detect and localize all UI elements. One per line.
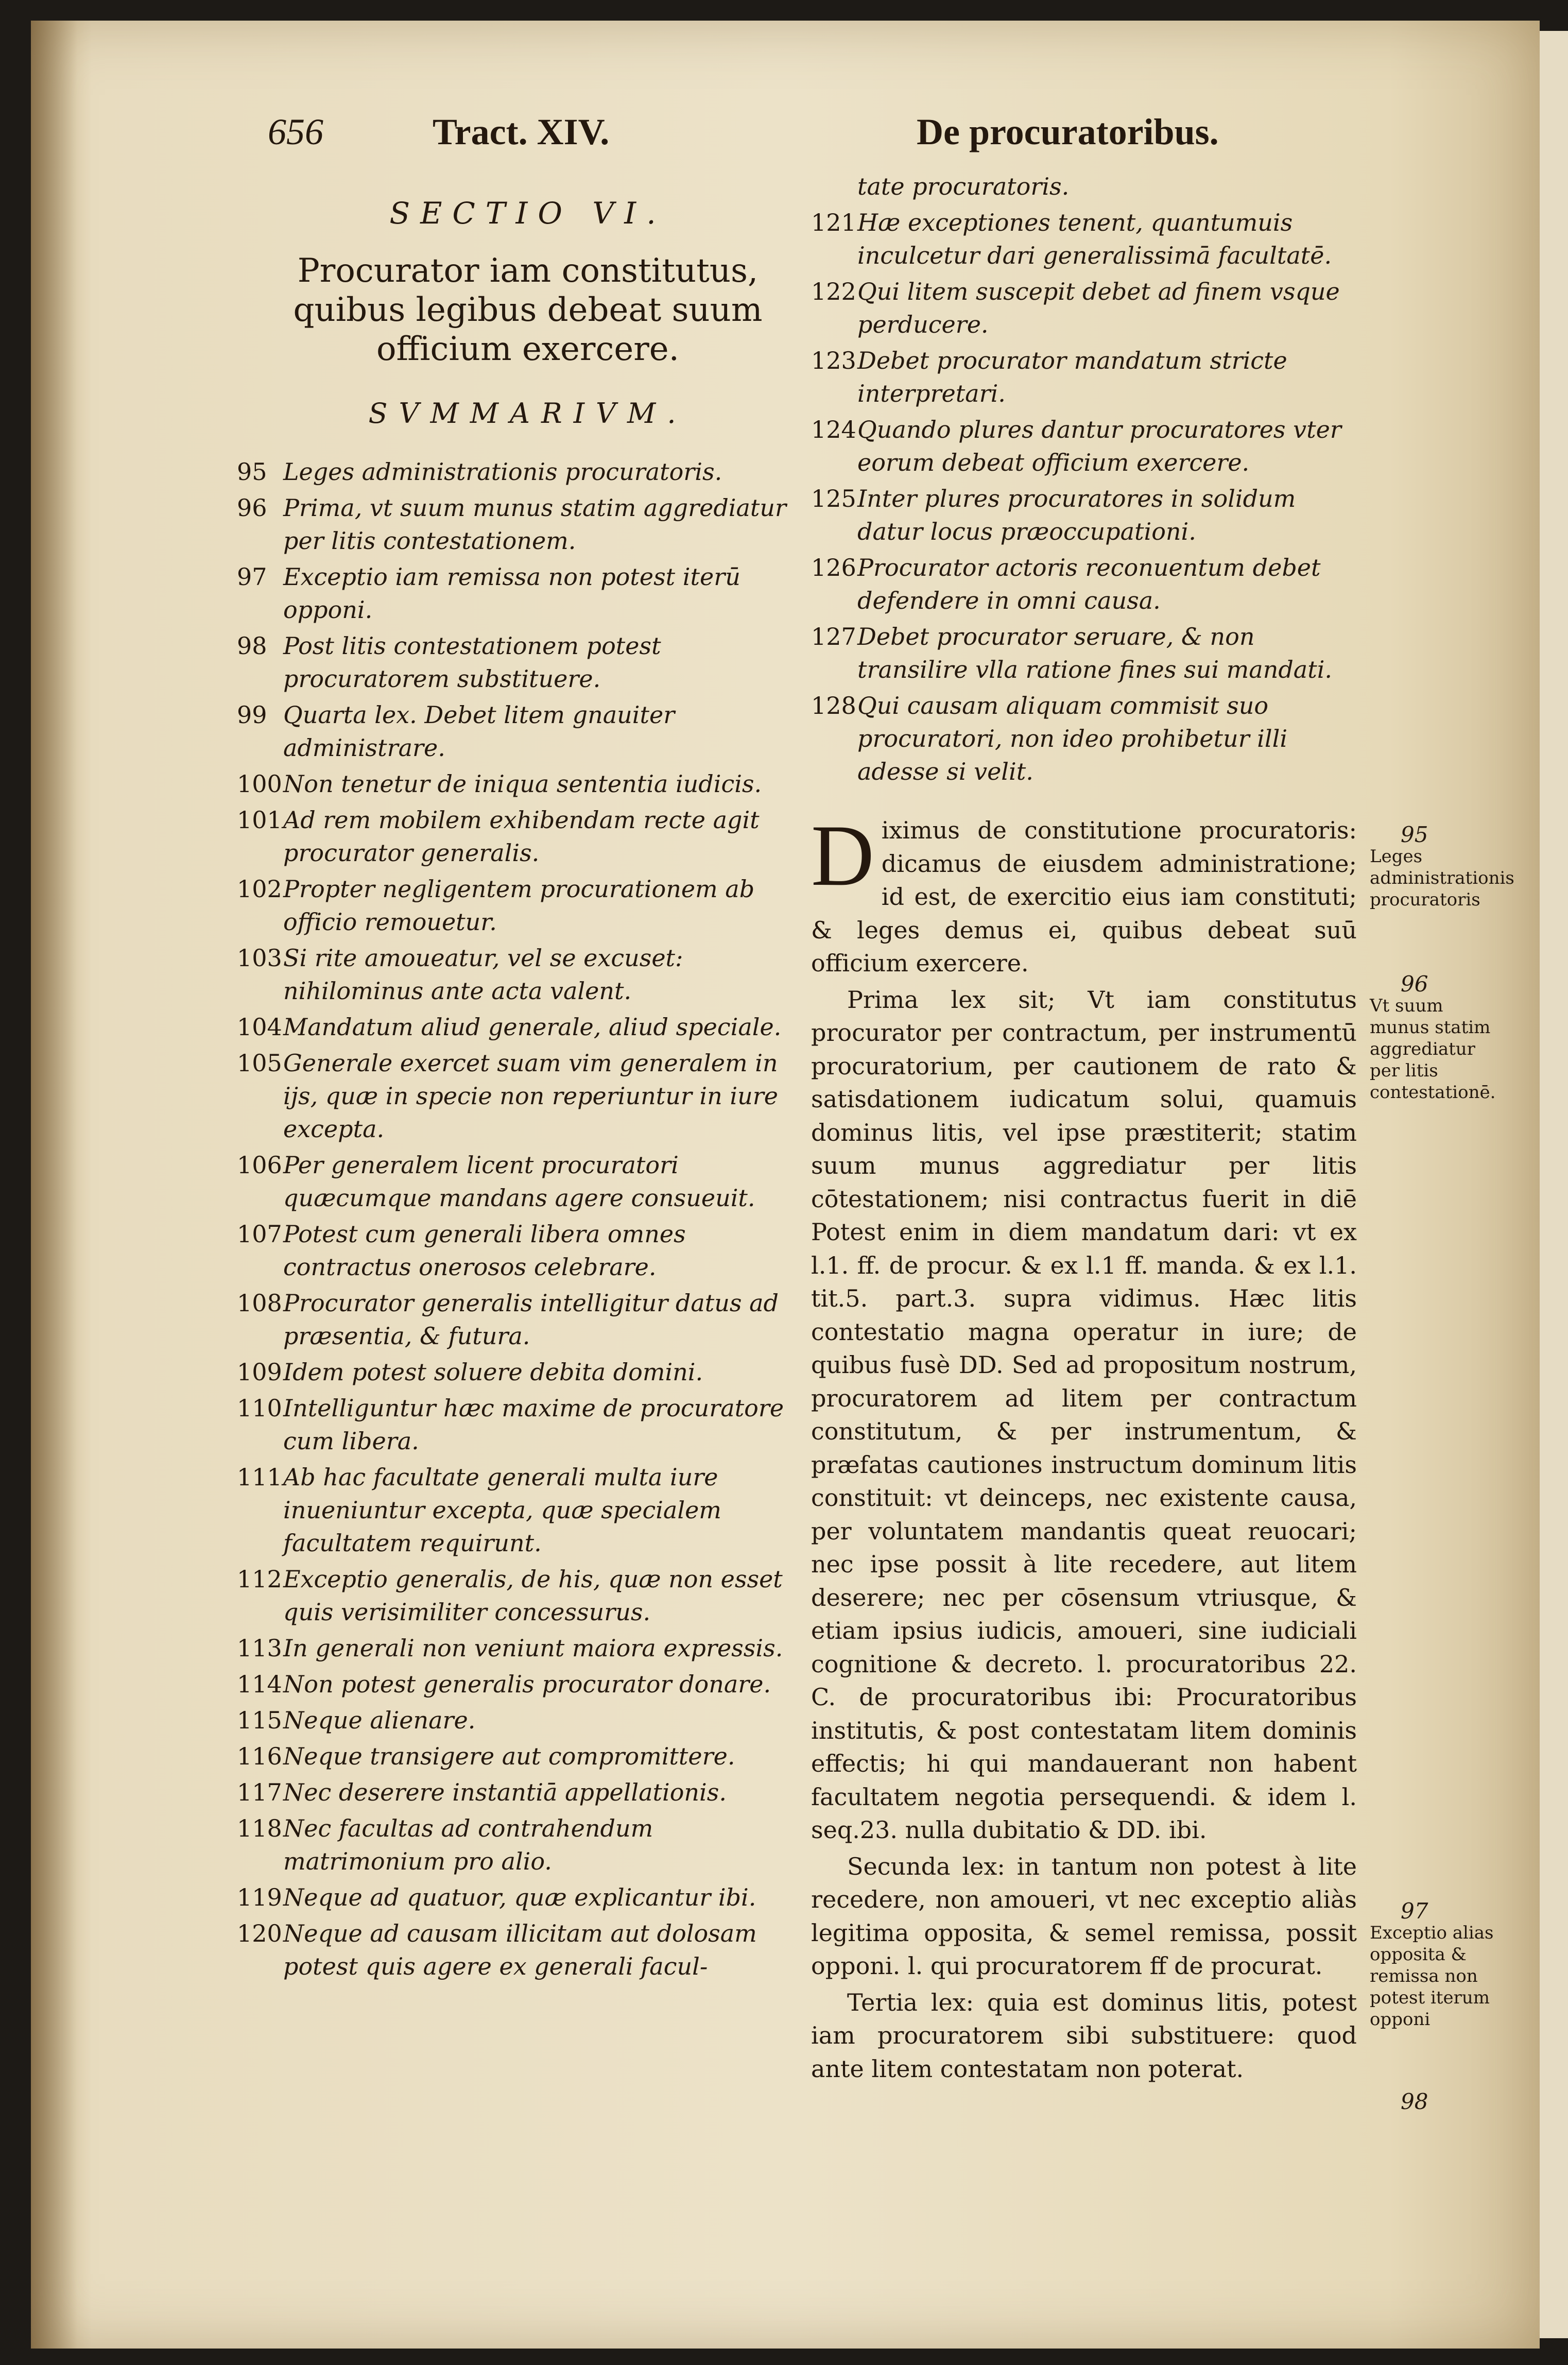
summary-item-number: 126 <box>811 554 856 581</box>
summary-item <box>811 689 1357 788</box>
summary-item-text: Leges administrationis procuratoris. <box>283 458 722 486</box>
summary-item-number: 116 <box>237 1742 282 1770</box>
summary-item-number: 110 <box>237 1394 282 1422</box>
paragraph: Prima lex sit; Vt iam constitutus procurator per contractum, per instrumentū procuratorium, per cautionem de rato & satisdationem iudicatum solui, quamuis dominus litis, vel ipse præstiterit; statim suum munus aggrediatur per litis cōtestationem; nisi contractus fuerit in diē Potest enim in diem mandatum dari: vt ex l.1. ff. de procur. & ex l.1 ff. manda. & ex l.1. tit.5. part.3. supra vidimus. Hæc litis contestatio magna operatur in iure; de quibus fusè DD. Sed ad propositum nostrum, procuratorem ad litem per contractum constitutum, & per instrumentum, & præfatas cautiones instructum dominum litis constituit: vt deinceps, nec existente causa, per voluntatem mandantis queat reuocari; nec ipse possit à lite recedere, aut litem deserere; nec per cōsensum vtriusque, & etiam ipsius iudicis, amoueri, sine iudiciali cognitione & decreto. l. procuratoribus 22. C. de procuratoribus ibi: Procuratoribus institutis, & post contestatam litem dominis effectis; hi qui mandauerant non habent facultatem negotia persequendi. & idem l. seq.23. nulla dubitatio & DD. ibi. <box>811 985 1357 1844</box>
summary-item-text: Exceptio generalis, de his, quæ non esset quis verisimiliter concessurus. <box>283 1565 783 1626</box>
running-title: De procuratoribus. <box>917 111 1219 152</box>
summary-item-text: Procurator actoris reconuentum debet defendere in omni causa. <box>857 554 1321 614</box>
summary-item-text: Nec facultas ad contrahendum matrimonium pro alio. <box>283 1814 653 1875</box>
summary-item-number: 122 <box>811 278 856 305</box>
summary-item <box>237 1668 819 1701</box>
summary-item-number: 106 <box>237 1151 282 1179</box>
summary-item-number: 107 <box>237 1220 282 1248</box>
summary-item-number: 108 <box>237 1289 282 1317</box>
summary-item <box>237 1881 819 1914</box>
summary-label: SVMMARIVM. <box>368 397 687 430</box>
summary-item-number: 103 <box>237 944 282 972</box>
section-label: SECTIO VI. <box>389 196 666 231</box>
summary-item-text: Ad rem mobilem exhibendam recte agit procurator generalis. <box>283 806 760 867</box>
summary-list-left <box>237 455 819 1983</box>
summary-item-text: tate procuratoris. <box>857 173 1070 200</box>
summary-item-number: 104 <box>237 1013 282 1041</box>
summary-item <box>237 767 819 800</box>
summary-item <box>237 1776 819 1809</box>
summary-item-text: Qui litem suscepit debet ad finem vsque perducere. <box>857 278 1340 338</box>
summary-item-number: 100 <box>237 770 282 798</box>
summary-item-text: Generale exercet suam vim generalem in ijs, quæ in specie non reperiuntur in iure excepta. <box>283 1049 778 1143</box>
marginal-text: Leges administrationis procuratoris <box>1370 846 1514 910</box>
summary-item-text: Exceptio iam remissa non potest iterū opponi. <box>283 563 740 624</box>
marginal-number: 95 <box>1401 822 1428 847</box>
summary-item-number: 121 <box>811 209 856 236</box>
summary-item <box>237 455 819 488</box>
summary-item <box>237 1356 819 1389</box>
summary-item-number: 95 <box>237 458 267 486</box>
paragraph-text: iximus de constitutione procuratoris: dicamus de eiusdem administratione; id est, de exercitio eius iam constituti; & leges demus ei, quibus debeat suū officium exercere. <box>811 816 1357 977</box>
summary-item-text: Neque ad causam illicitam aut dolosam potest quis agere ex generali facul- <box>283 1920 757 1980</box>
summary-item-text: Quarta lex. Debet litem gnauiter administrare. <box>283 701 675 762</box>
summary-item-number: 102 <box>237 875 282 903</box>
marginal-text: Exceptio alias opposita & remissa non potest iterum opponi <box>1370 1923 1494 2030</box>
summary-item-text: Hæ exceptiones tenent, quantumuis inculcetur dari generalissimā facultatē. <box>857 209 1332 269</box>
summary-item-number: 112 <box>237 1565 282 1593</box>
summary-item-number: 117 <box>237 1778 282 1806</box>
summary-item-text: Debet procurator mandatum stricte interpretari. <box>857 347 1287 407</box>
summary-item <box>237 1010 819 1043</box>
summary-item <box>237 1740 819 1773</box>
summary-item <box>237 1632 819 1665</box>
summary-item <box>237 491 819 557</box>
summary-item-number: 119 <box>237 1883 282 1911</box>
summary-item <box>811 344 1357 410</box>
summary-item-number: 124 <box>811 416 856 443</box>
gutter-shadow <box>31 21 77 2349</box>
marginal-number: 97 <box>1401 1898 1428 1924</box>
paragraph: Tertia lex: quia est dominus litis, potest iam procuratorem sibi substituere: quod ante litem contestatam non poterat. <box>811 1988 1357 2083</box>
summary-item-text: Potest cum generali libera omnes contractus onerosos celebrare. <box>283 1220 686 1281</box>
summary-item-number: 99 <box>237 701 267 729</box>
summary-item-number: 96 <box>237 494 267 522</box>
summary-item <box>237 1218 819 1283</box>
marginal-note <box>1370 822 1514 911</box>
right-column <box>811 170 1357 2088</box>
summary-item-number: 109 <box>237 1358 282 1386</box>
summary-item-text: In generali non veniunt maiora expressis. <box>283 1634 783 1662</box>
paragraph <box>811 807 1357 980</box>
summary-item <box>811 413 1357 479</box>
summary-item <box>237 1287 819 1352</box>
summary-item <box>237 629 819 695</box>
summary-item <box>237 872 819 938</box>
next-page-edge <box>1540 31 1568 2338</box>
summary-item-number: 105 <box>237 1049 282 1077</box>
marginal-note <box>1370 1900 1498 2030</box>
summary-item-text: Neque ad quatuor, quæ explicantur ibi. <box>283 1883 756 1911</box>
section-heading: Procurator iam constitutus, quibus legibus debeat suum officium exercere. <box>293 252 763 368</box>
summary-item-text: Mandatum aliud generale, aliud speciale. <box>283 1013 782 1041</box>
summary-item <box>237 1461 819 1559</box>
summary-item <box>237 698 819 764</box>
summary-item <box>237 1392 819 1458</box>
summary-item <box>237 1812 819 1878</box>
summary-item-text: Ab hac facultate generali multa iure inueniuntur excepta, quæ specialem facultatem requirunt. <box>283 1463 721 1557</box>
summary-item-number: 98 <box>237 632 267 660</box>
summary-item <box>811 551 1357 617</box>
left-column <box>237 196 819 1986</box>
body-text <box>811 807 1357 2085</box>
summary-item-text: Qui causam aliquam commisit suo procuratori, non ideo prohibetur illi adesse si velit. <box>857 692 1288 785</box>
paragraph: Secunda lex: in tantum non potest à lite recedere, non amoueri, vt nec exceptio aliàs legitima opposita, & semel remissa, possit opponi. l. qui procuratorem ff de procurat. <box>811 1852 1357 1980</box>
summary-item-number: 101 <box>237 806 282 834</box>
summary-item-text: Prima, vt suum munus statim aggrediatur per litis contestationem. <box>283 494 787 555</box>
summary-item-text: Per generalem licent procuratori quæcumque mandans agere consueuit. <box>283 1151 755 1212</box>
summary-item-text: Debet procurator seruare, & non transilire vlla ratione fines sui mandati. <box>857 623 1333 683</box>
summary-list-right <box>811 170 1357 788</box>
summary-item-number: 113 <box>237 1634 282 1662</box>
drop-cap: D <box>811 807 874 904</box>
summary-item <box>237 1149 819 1214</box>
summary-item-text: Post litis contestationem potest procuratorem substituere. <box>283 632 661 693</box>
marginal-note <box>1370 2091 1498 2113</box>
summary-item-text: Idem potest soluere debita domini. <box>283 1358 703 1386</box>
summary-item-text: Neque transigere aut compromittere. <box>283 1742 735 1770</box>
summary-item <box>237 941 819 1007</box>
marginal-number: 98 <box>1401 2089 1428 2114</box>
summary-item <box>237 1704 819 1737</box>
summary-item-text: Non potest generalis procurator donare. <box>283 1670 771 1698</box>
summary-item <box>237 1917 819 1983</box>
marginal-text: Vt suum munus statim aggrediatur per litis contestationē. <box>1370 996 1496 1103</box>
marginal-note <box>1370 973 1498 1103</box>
summary-item <box>237 1047 819 1145</box>
summary-item <box>811 482 1357 548</box>
summary-item <box>811 275 1357 341</box>
summary-item-number: 127 <box>811 623 856 650</box>
summary-item-number: 128 <box>811 692 856 719</box>
summary-item-number: 97 <box>237 563 267 591</box>
summary-item <box>811 206 1357 272</box>
summary-item <box>237 560 819 626</box>
tract-label: Tract. XIV. <box>433 111 610 152</box>
summary-item-number: 118 <box>237 1814 282 1842</box>
summary-item-text: Quando plures dantur procuratores vter eorum debeat officium exercere. <box>857 416 1341 476</box>
summary-item-number: 123 <box>811 347 856 374</box>
summary-item-text: Non tenetur de iniqua sententia iudicis. <box>283 770 762 798</box>
summary-item <box>237 803 819 869</box>
marginal-number: 96 <box>1401 971 1428 997</box>
summary-item-number: 115 <box>237 1706 282 1734</box>
summary-item-text: Si rite amoueatur, vel se excuset: nihilominus ante acta valent. <box>283 944 683 1005</box>
summary-item <box>811 620 1357 686</box>
page-number: 656 <box>268 111 323 152</box>
summary-item-text: Inter plures procuratores in solidum datur locus præoccupationi. <box>857 485 1296 545</box>
summary-item <box>237 1563 819 1629</box>
summary-item-text: Propter negligentem procurationem ab officio remouetur. <box>283 875 755 936</box>
summary-item-text: Nec deserere instantiā appellationis. <box>283 1778 727 1806</box>
summary-item-number: 114 <box>237 1670 282 1698</box>
summary-item <box>811 170 1357 203</box>
summary-item-text: Intelliguntur hæc maxime de procuratore cum libera. <box>283 1394 784 1455</box>
summary-item-number: 120 <box>237 1920 282 1947</box>
summary-item-text: Procurator generalis intelligitur datus ad præsentia, & futura. <box>283 1289 779 1350</box>
summary-item-number: 125 <box>811 485 856 512</box>
summary-item-text: Neque alienare. <box>283 1706 476 1734</box>
summary-item-number: 111 <box>237 1463 282 1491</box>
